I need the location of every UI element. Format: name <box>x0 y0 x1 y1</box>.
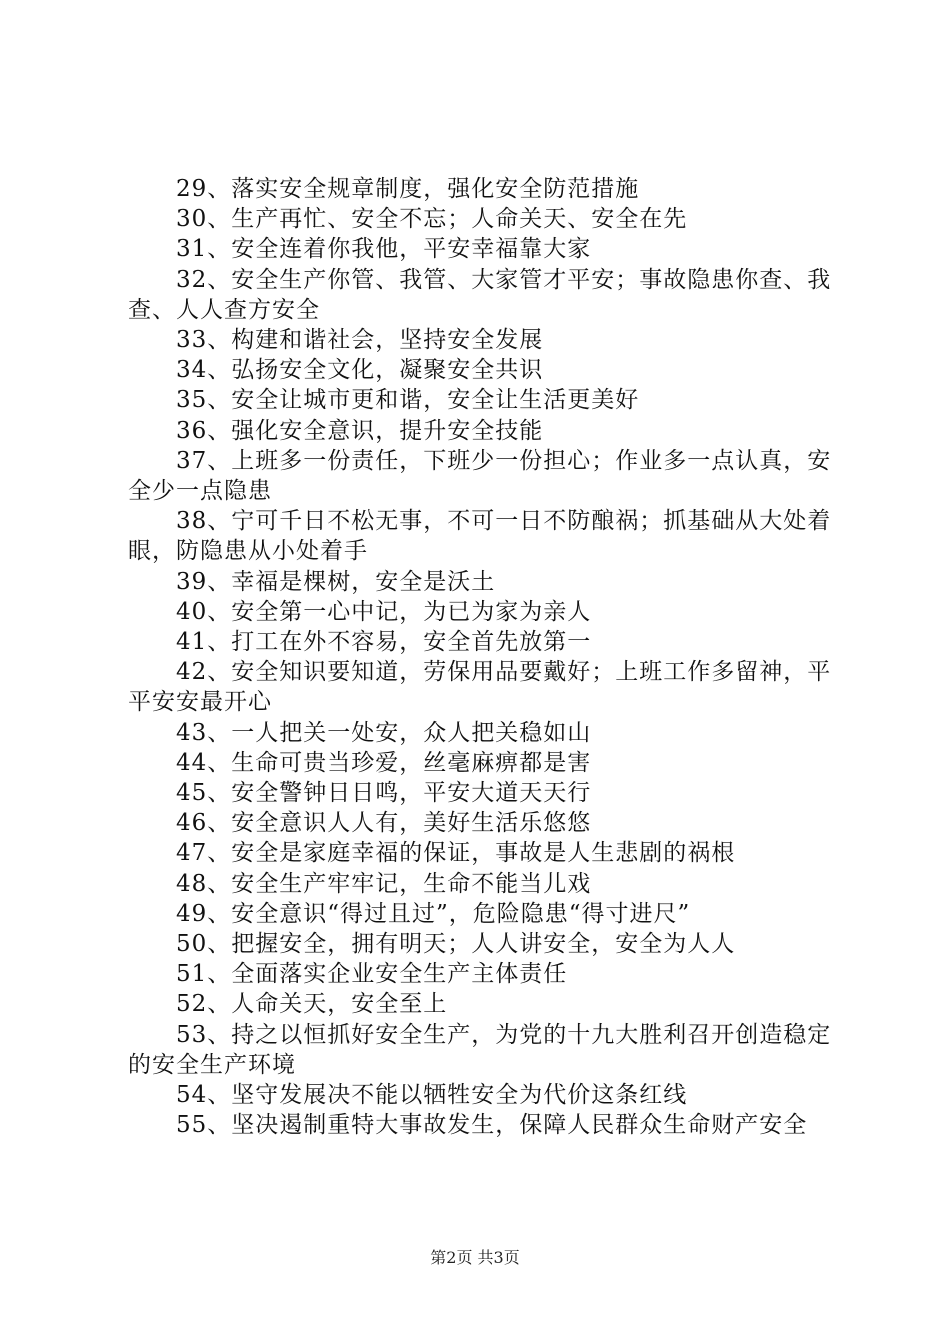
slogan-40: 40、安全第一心中记，为已为家为亲人 <box>176 598 592 625</box>
page-footer: 第2页 共3页 <box>430 1248 520 1267</box>
slogan-52: 52、人命关天，安全至上 <box>176 991 448 1018</box>
slogan-50: 50、把握安全，拥有明天；人人讲安全，安全为人人 <box>176 931 736 958</box>
slogan-41: 41、打工在外不容易，安全首先放第一 <box>176 629 592 656</box>
slogan-38: 38、宁可千日不松无事，不可一日不防酿祸；抓基础从大处着眼，防隐患从小处着手 <box>128 508 832 565</box>
slogan-37: 37、上班多一份责任，下班少一份担心；作业多一点认真，安全少一点隐患 <box>128 447 832 505</box>
slogan-55: 55、坚决遏制重特大事故发生，保障人民群众生命财产安全 <box>176 1112 808 1139</box>
slogan-31: 31、安全连着你我他，平安幸福靠大家 <box>176 236 592 263</box>
slogan-36: 36、强化安全意识，提升安全技能 <box>176 417 544 444</box>
slogan-43: 43、一人把关一处安，众人把关稳如山 <box>176 719 592 746</box>
slogan-45: 45、安全警钟日日鸣，平安大道天天行 <box>176 780 592 807</box>
slogan-51: 51、全面落实企业安全生产主体责任 <box>176 961 568 988</box>
slogan-30: 30、生产再忙、安全不忘；人命关天、安全在先 <box>176 206 688 233</box>
slogan-44: 44、生命可贵当珍爱，丝毫麻痹都是害 <box>176 749 592 776</box>
slogan-list <box>128 174 854 1141</box>
slogan-54: 54、坚守发展决不能以牺牲安全为代价这条红线 <box>176 1082 688 1109</box>
slogan-35: 35、安全让城市更和谐，安全让生活更美好 <box>176 387 640 414</box>
slogan-46: 46、安全意识人人有，美好生活乐悠悠 <box>176 810 592 837</box>
slogan-49: 49、安全意识“得过且过”，危险隐患“得寸进尺” <box>176 900 691 927</box>
slogan-47: 47、安全是家庭幸福的保证，事故是人生悲剧的祸根 <box>176 840 736 867</box>
slogan-39: 39、幸福是棵树，安全是沃土 <box>176 568 496 595</box>
slogan-29: 29、落实安全规章制度，强化安全防范措施 <box>176 176 640 202</box>
slogan-33: 33、构建和谐社会，坚持安全发展 <box>176 327 544 354</box>
slogan-53: 53、持之以恒抓好安全生产，为党的十九大胜利召开创造稳定的安全生产环境 <box>128 1021 832 1078</box>
slogan-42: 42、安全知识要知道，劳保用品要戴好；上班工作多留神，平平安安最开心 <box>128 659 832 716</box>
slogan-48: 48、安全生产牢牢记，生命不能当儿戏 <box>176 870 592 897</box>
slogan-32: 32、安全生产你管、我管、大家管才平安；事故隐患你查、我查、人人查方安全 <box>128 266 832 323</box>
slogan-34: 34、弘扬安全文化，凝聚安全共识 <box>176 357 544 384</box>
